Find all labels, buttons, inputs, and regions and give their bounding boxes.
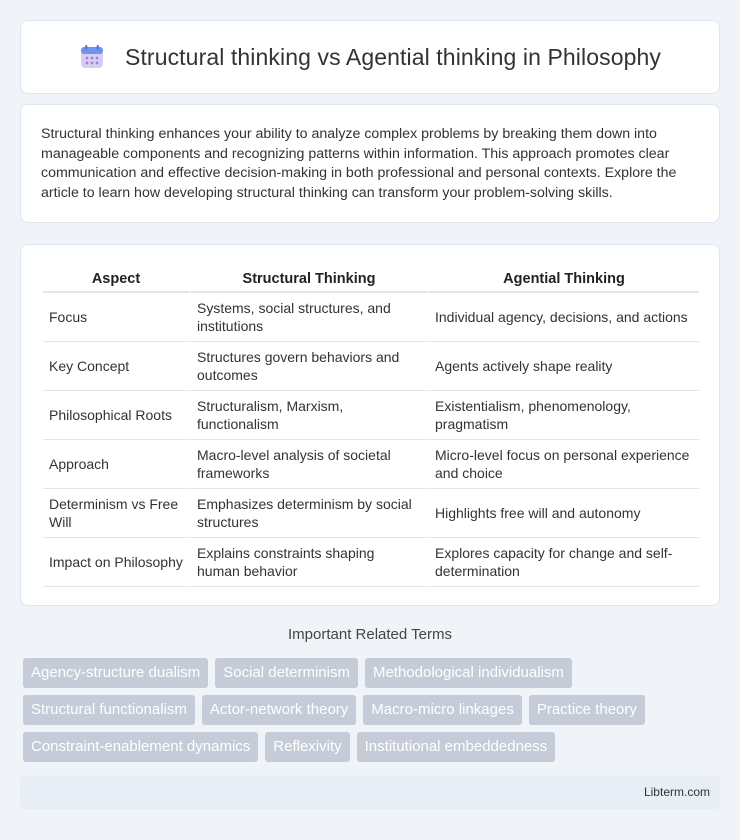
page-title: Structural thinking vs Agential thinking in Philosophy [125,43,661,70]
related-term-tag[interactable]: Practice theory [529,695,645,725]
related-terms-list [23,658,723,762]
cell-structural: Emphasizes determinism by social structures [189,489,427,538]
cell-aspect: Philosophical Roots [43,391,189,440]
header-card [20,20,720,94]
footer [20,776,720,809]
cell-agential: Agents actively shape reality [427,342,699,391]
related-term-tag[interactable]: Institutional embeddedness [357,732,556,762]
table-row [43,440,699,489]
related-term-tag[interactable]: Reflexivity [265,732,349,762]
cell-aspect: Focus [43,293,189,342]
calendar-icon [79,44,105,70]
cell-agential: Highlights free will and autonomy [427,489,699,538]
table-row [43,293,699,342]
comparison-card [20,244,720,606]
cell-aspect: Key Concept [43,342,189,391]
cell-aspect: Determinism vs Free Will [43,489,189,538]
table-row [43,342,699,391]
related-term-tag[interactable]: Constraint-enablement dynamics [23,732,258,762]
related-term-tag[interactable]: Agency-structure dualism [23,658,208,688]
cell-structural: Explains constraints shaping human behavior [189,538,427,587]
cell-aspect: Approach [43,440,189,489]
table-row [43,538,699,587]
footer-link[interactable]: Libterm.com [643,785,710,799]
header-agential: Agential Thinking [427,265,699,293]
cell-agential: Explores capacity for change and self-determination [427,538,699,587]
related-term-tag[interactable]: Macro-micro linkages [363,695,522,725]
related-term-tag[interactable]: Actor-network theory [202,695,356,725]
cell-structural: Structuralism, Marxism, functionalism [189,391,427,440]
comparison-table [43,265,699,587]
cell-structural: Structures govern behaviors and outcomes [189,342,427,391]
related-term-tag[interactable]: Structural functionalism [23,695,195,725]
table-row [43,391,699,440]
intro-text: Structural thinking enhances your ability to analyze complex problems by breaking them down into manageable components and recognizing patterns within information. This approach promotes clear communication and effective decision-making in both professional and personal contexts. Explore the article to learn how developing structural thinking can transform your problem-solving skills. [41,126,677,201]
cell-structural: Macro-level analysis of societal frameworks [189,440,427,489]
intro-card [20,104,720,223]
cell-agential: Micro-level focus on personal experience and choice [427,440,699,489]
related-term-tag[interactable]: Social determinism [215,658,358,688]
cell-agential: Existentialism, phenomenology, pragmatism [427,391,699,440]
cell-structural: Systems, social structures, and institutions [189,293,427,342]
related-terms-title: Important Related Terms [288,626,452,643]
related-term-tag[interactable]: Methodological individualism [365,658,572,688]
header-aspect: Aspect [43,265,189,293]
cell-agential: Individual agency, decisions, and actions [427,293,699,342]
cell-aspect: Impact on Philosophy [43,538,189,587]
table-header-row [43,265,699,293]
header-structural: Structural Thinking [189,265,427,293]
table-row [43,489,699,538]
